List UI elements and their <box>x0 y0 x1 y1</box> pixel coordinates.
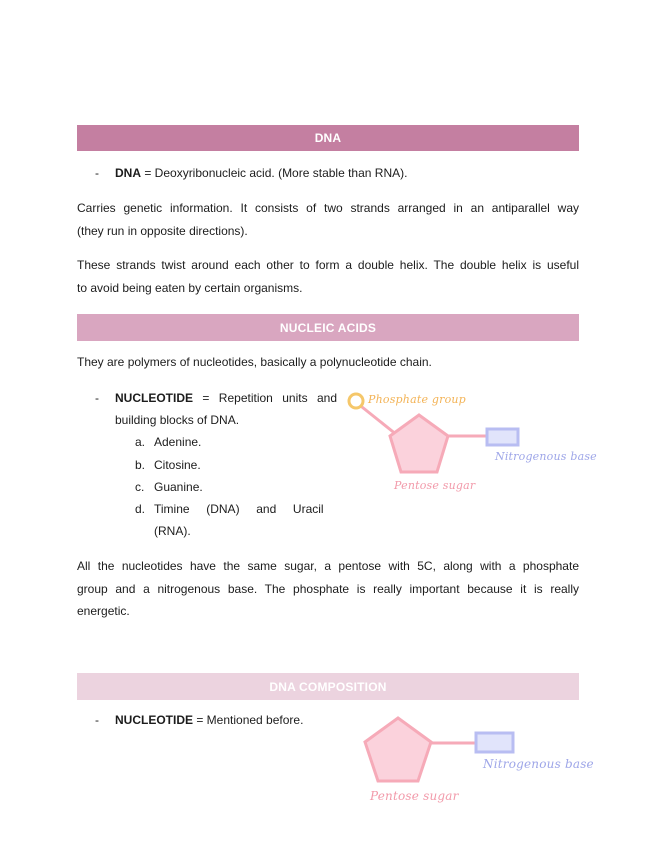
bullet-dash: - <box>95 391 99 405</box>
list-item-adenine: Adenine. <box>154 435 202 449</box>
section-title: NUCLEIC ACIDS <box>279 320 377 335</box>
list-item-timine-uracil <box>154 498 336 542</box>
phosphate-group-label: Phosphate group <box>368 393 466 406</box>
nucleotide-diagram-2 <box>355 710 555 790</box>
pentose-sugar-shape <box>365 718 431 781</box>
text-line: (RNA). <box>154 524 191 538</box>
nucleotide-definition-text: = Mentioned before. <box>193 713 304 727</box>
section-title: DNA COMPOSITION <box>269 679 387 694</box>
text-line: These strands twist around each other to form a double helix. The double helix is useful <box>77 258 579 272</box>
list-item-citosine: Citosine. <box>154 458 201 472</box>
dna-paragraph-2 <box>77 254 579 299</box>
text-line: Carries genetic information. It consists of two strands arranged in an antiparallel way <box>77 201 579 215</box>
nitrogenous-base-label: Nitrogenous base <box>483 757 594 771</box>
section-title: DNA <box>314 131 342 145</box>
list-marker: c. <box>135 480 145 494</box>
nucleotide-definition-text: = Repetition units and <box>193 391 337 405</box>
nitrogenous-base-shape <box>487 429 518 445</box>
nitrogenous-base-shape <box>476 733 513 752</box>
text-line: Timine (DNA) and Uracil <box>154 502 324 516</box>
text-line: group and a nitrogenous base. The phosphate is really important because it is really <box>77 581 579 596</box>
list-marker: a. <box>135 435 146 449</box>
text-line <box>115 387 337 409</box>
section-header-dna <box>77 125 579 151</box>
dna-paragraph-1 <box>77 197 579 242</box>
pentose-sugar-label: Pentose sugar <box>370 789 459 803</box>
nucleic-intro: They are polymers of nucleotides, basically a polynucleotide chain. <box>77 355 432 369</box>
text-line: building blocks of DNA. <box>115 413 240 427</box>
nitrogenous-base-label: Nitrogenous base <box>495 450 597 463</box>
list-marker: d. <box>135 502 146 516</box>
bullet-dash: - <box>95 713 99 727</box>
nucleic-paragraph <box>77 555 579 623</box>
text-line: to avoid being eaten by certain organisms. <box>77 280 303 295</box>
phosphate-group-shape <box>349 394 363 408</box>
pentose-sugar-shape <box>390 415 448 472</box>
nucleotide-term: NUCLEOTIDE <box>115 391 193 405</box>
text-line: All the nucleotides have the same sugar, a pentose with 5C, along with a phosphate <box>77 559 579 573</box>
pentose-sugar-label: Pentose sugar <box>394 479 476 492</box>
section-header-nucleic-acids <box>77 314 579 341</box>
bullet-dash: - <box>95 166 99 180</box>
nucleotide-term: NUCLEOTIDE <box>115 713 193 727</box>
text-line: (they run in opposite directions). <box>77 223 248 238</box>
list-item-guanine: Guanine. <box>154 480 203 494</box>
nucleotide-definition <box>115 387 337 431</box>
text-line: energetic. <box>77 604 130 618</box>
composition-nucleotide-definition <box>115 709 303 731</box>
list-marker: b. <box>135 458 146 472</box>
dna-definition <box>115 162 407 184</box>
dna-term: DNA <box>115 166 141 180</box>
section-header-dna-composition <box>77 673 579 700</box>
dna-definition-text: = Deoxyribonucleic acid. (More stable than RNA). <box>141 166 408 180</box>
